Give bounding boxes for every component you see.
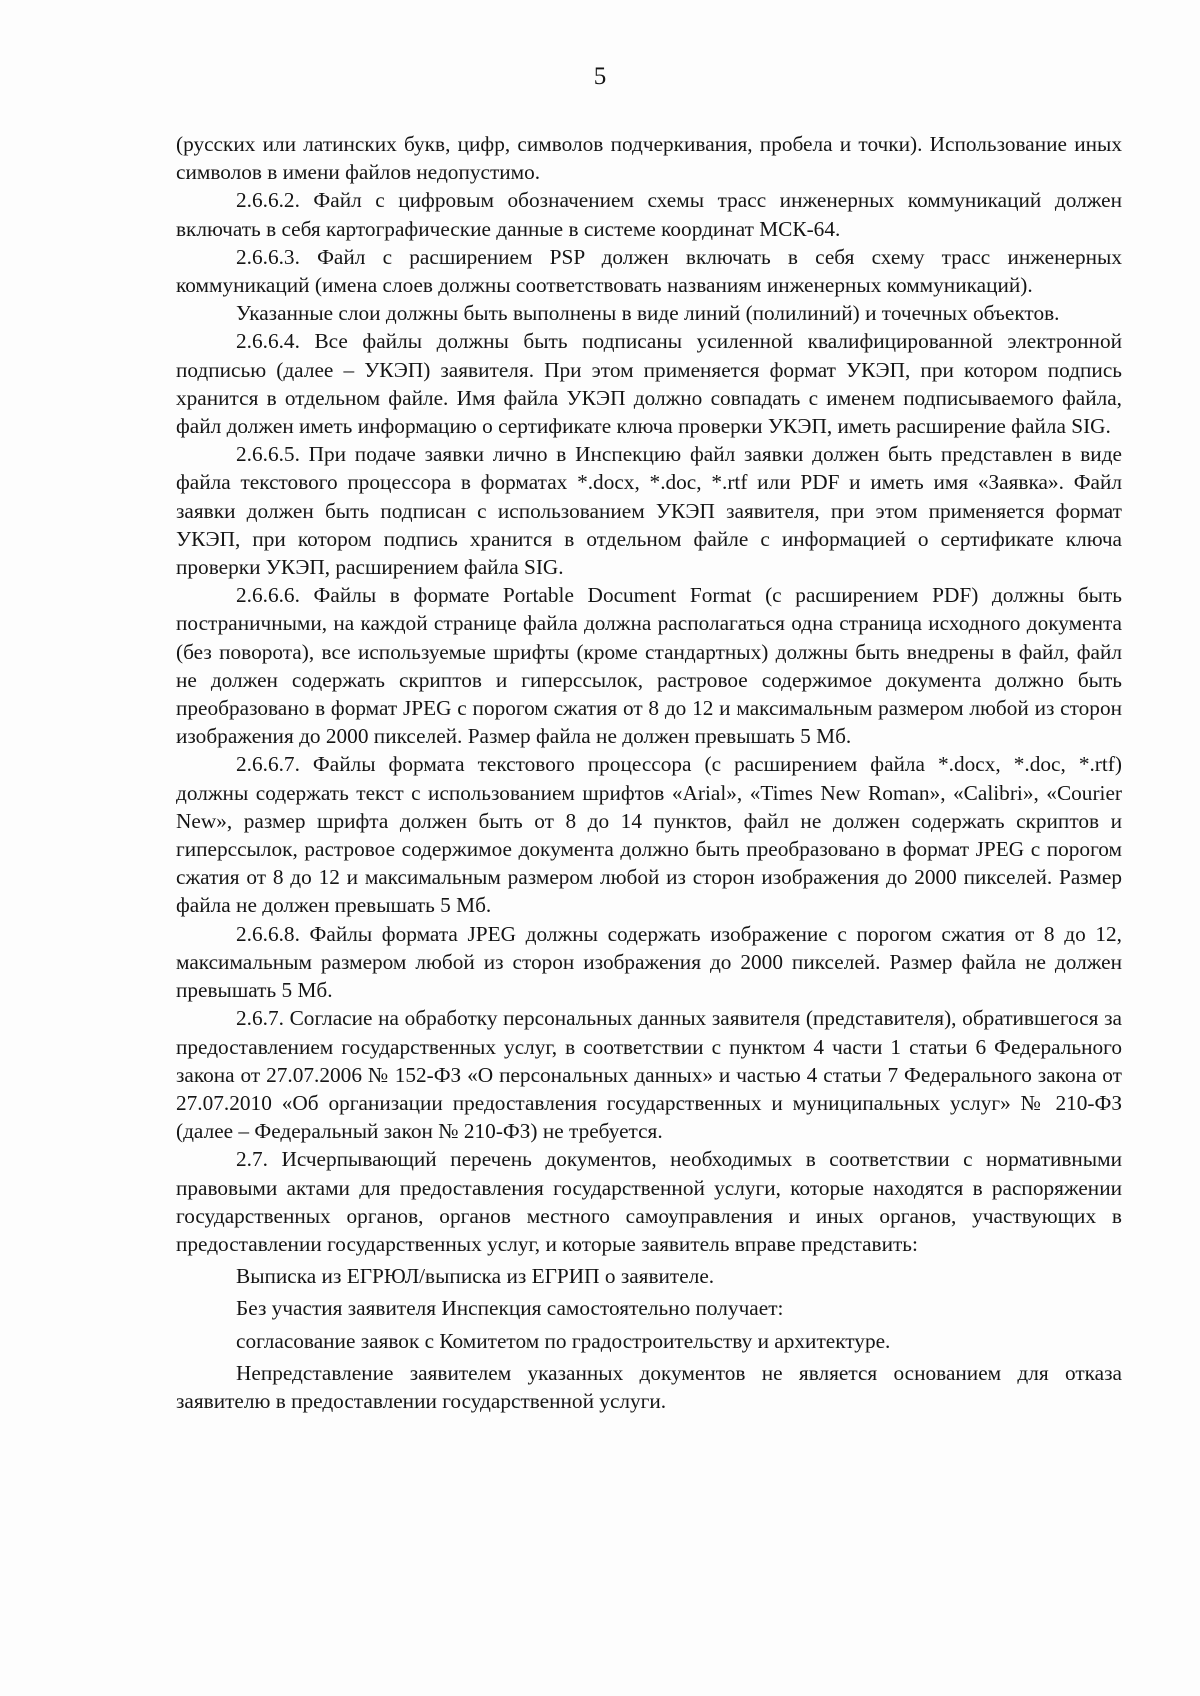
paragraph-inspection-obtains: Без участия заявителя Инспекция самостоятельно получает:	[236, 1296, 784, 1321]
paragraph-2-6-6-8: 2.6.6.8. Файлы формата JPEG должны содержать изображение с порогом сжатия от 8 до 12, максимальным размером любой из сторон изображения до 2000 пикселей. Размер файла не должен превышать 5 Мб.	[176, 921, 1122, 1003]
paragraph-2-6-6-7: 2.6.6.7. Файлы формата текстового процессора (с расширением файла *.docx, *.doc, *.rtf) должны содержать текст с использованием шрифтов «Arial», «Times New Roman», «Calibri», «Courier New», размер шрифта должен быть от 8 до 14 пунктов, файл не должен содержать скриптов и гиперссылок, растровое содержимое документа должно быть преобразовано в формат JPEG с порогом сжатия от 8 до 12 и максимальным размером любой из сторон изображения до 2000 пикселей. Размер файла не должен превышать 5 Мб.	[176, 752, 1122, 918]
paragraph-non-submission: Непредставление заявителем указанных документов не является основанием для отказа заявителю в предоставлении государственной услуги.	[176, 1360, 1122, 1413]
paragraph-approval-committee: согласование заявок с Комитетом по градостроительству и архитектуре.	[236, 1328, 891, 1353]
paragraph-2-6-6-6: 2.6.6.6. Файлы в формате Portable Document Format (с расширением PDF) должны быть постраничными, на каждой странице файла должна располагаться одна страница исходного документа (без поворота), все используемые шрифты (кроме стандартных) должны быть внедрены в файл, файл не должен содержать скриптов и гиперссылок, растровое содержимое документа должно быть преобразовано в формат JPEG с порогом сжатия от 8 до 12 и максимальным размером любой из сторон изображения до 2000 пикселей. Размер файла не должен превышать 5 Мб.	[176, 583, 1122, 749]
paragraph-2-6-6-3: 2.6.6.3. Файл с расширением PSP должен включать в себя схему трасс инженерных коммуникаций (имена слоев должны соответствовать названиям инженерных коммуникаций).	[176, 244, 1122, 298]
paragraph-2-6-6-2: 2.6.6.2. Файл с цифровым обозначением схемы трасс инженерных коммуникаций должен включать в себя картографические данные в системе координат МСК-64.	[176, 188, 1122, 241]
paragraph-2-6-6-4: 2.6.6.4. Все файлы должны быть подписаны усиленной квалифицированной электронной подписью (далее – УКЭП) заявителя. При этом применяется формат УКЭП, при котором подпись хранится в отдельном файле. Имя файла УКЭП должно совпадать с именем подписываемого файла, файл должен иметь информацию о сертификате ключа проверки УКЭП, иметь расширение файла SIG.	[176, 329, 1122, 439]
paragraph-egrul-extract: Выписка из ЕГРЮЛ/выписка из ЕГРИП о заявителе.	[236, 1264, 715, 1289]
paragraph-2-7: 2.7. Исчерпывающий перечень документов, необходимых в соответствии с нормативными правовыми актами для предоставления государственной услуги, которые находятся в распоряжении государственных органов, органов местного самоуправления и иных органов, участвующих в предоставлении государственных услуг, и которые заявитель вправе представить:	[176, 1147, 1122, 1256]
paragraph-filename-chars: (русских или латинских букв, цифр, символов подчеркивания, пробела и точки). Использование иных символов в имени файлов недопустимо.	[176, 132, 1122, 185]
paragraph-layers-note: Указанные слои должны быть выполнены в виде линий (полилиний) и точечных объектов.	[236, 301, 1060, 326]
paragraph-2-6-6-5: 2.6.6.5. При подаче заявки лично в Инспекцию файл заявки должен быть представлен в виде файла текстового процессора в форматах *.docx, *.doc, *.rtf или PDF и иметь имя «Заявка». Файл заявки должен быть подписан с использованием УКЭП заявителя, при этом применяется формат УКЭП, при котором подпись хранится в отдельном файле с информацией о сертификате ключа проверки УКЭП, расширением файла SIG.	[176, 442, 1122, 580]
page-number: 5	[593, 63, 607, 90]
document-body	[176, 130, 1122, 1415]
paragraph-2-6-7: 2.6.7. Согласие на обработку персональных данных заявителя (представителя), обратившегося за предоставлением государственных услуг, в соответствии с пунктом 4 части 1 статьи 6 Федерального закона от 27.07.2006 № 152-ФЗ «О персональных данных» и частью 4 статьи 7 Федерального закона от 27.07.2010 «Об организации предоставления государственных и муниципальных услуг» № 210-ФЗ (далее – Федеральный закон № 210-ФЗ) не требуется.	[176, 1006, 1122, 1144]
